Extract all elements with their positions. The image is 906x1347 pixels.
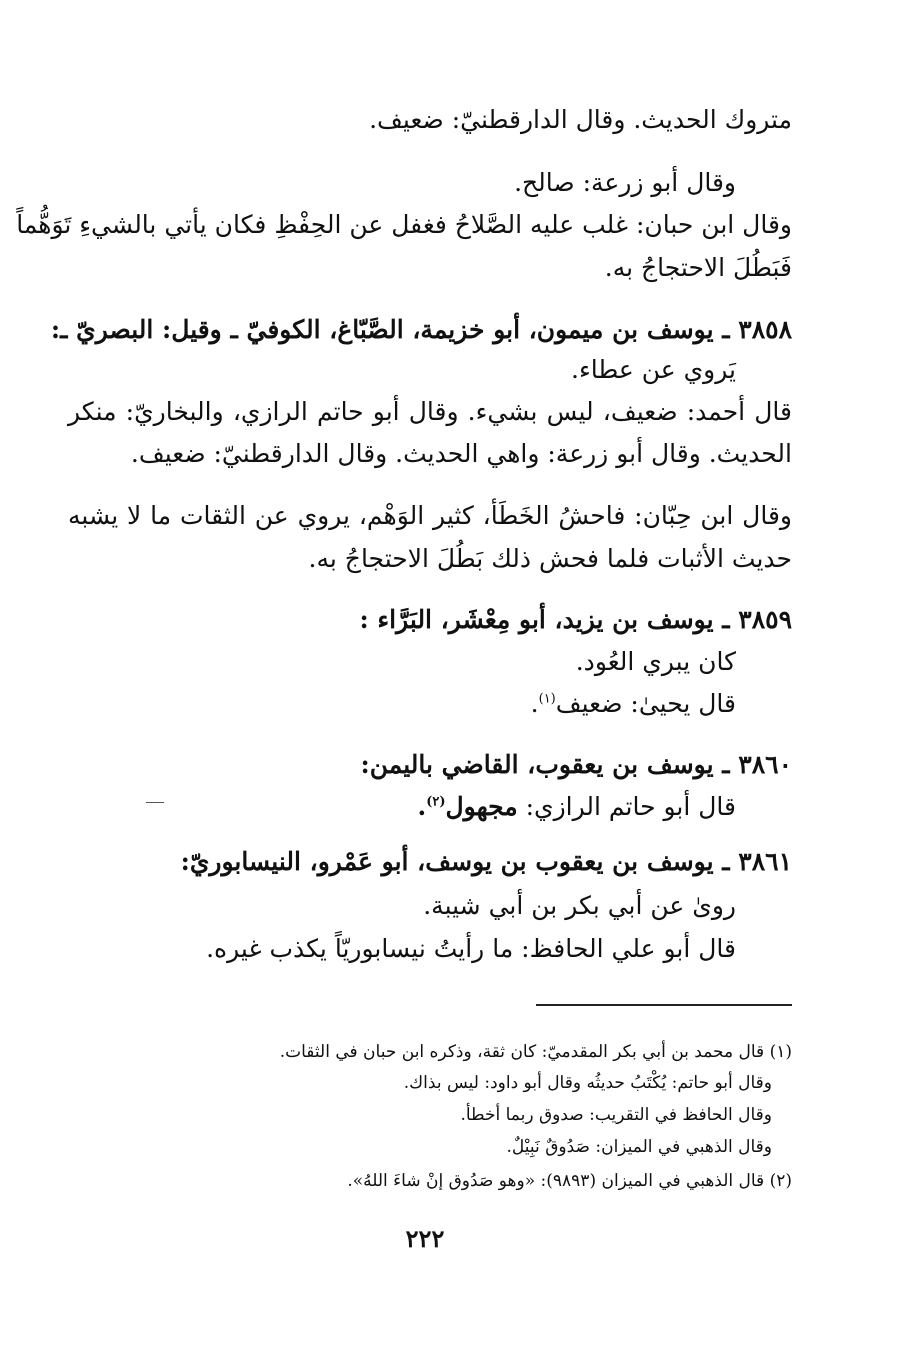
body-line: يَروي عن عطاء. xyxy=(571,355,736,384)
footnote-separator xyxy=(536,1004,792,1006)
body-line: كان يبري العُود. xyxy=(575,647,736,676)
body-line xyxy=(531,688,736,720)
body-text: . xyxy=(417,792,427,821)
body-text: . xyxy=(530,689,539,718)
body-text: قال أبو حاتم الرازي: xyxy=(517,792,736,821)
body-text: قال يحيىٰ: ضعيف xyxy=(555,689,736,718)
footnote-1: (١) قال محمد بن أبي بكر المقدميّ: كان ثقة، وذكره ابن حبان في الثقات. xyxy=(279,1042,792,1062)
body-line: حديث الأثبات فلما فحش ذلك بَطُلَ الاحتجاجُ به. xyxy=(308,544,792,573)
footnote-1-line: وقال الذهبي في الميزان: صَدُوقٌ نَبِيْلٌ. xyxy=(506,1137,772,1157)
body-line xyxy=(417,791,736,823)
page-number: ٢٢٢ xyxy=(405,1224,445,1253)
footnote-1-line: وقال أبو حاتم: يُكْتَبُ حديثُه وقال أبو داود: ليس بذاك. xyxy=(403,1073,772,1093)
body-line: وقال ابن حبان: غلب عليه الصَّلاحُ فغفل عن الحِفْظِ فكان يأتي بالشيءِ تَوَهُّماً xyxy=(16,210,792,239)
body-line: وقال أبو زرعة: صالح. xyxy=(514,168,736,197)
entry-heading-3861: ٣٨٦١ ـ يوسف بن يعقوب بن يوسف، أبو عَمْرو، النيسابوريّ: xyxy=(180,847,792,876)
body-line: فَبَطُلَ الاحتجاجُ به. xyxy=(604,253,792,282)
body-line: وقال ابن حِبّان: فاحشُ الخَطَأ، كثير الوَهْم، يروي عن الثقات ما لا يشبه xyxy=(68,501,792,530)
footnote-marker-2[interactable]: (٢) xyxy=(426,794,446,810)
verdict-text: مجهول xyxy=(445,792,518,821)
body-line: الحديث. وقال أبو زرعة: واهي الحديث. وقال الدارقطنيّ: ضعيف. xyxy=(130,439,792,468)
body-line: روىٰ عن أبي بكر بن أبي شيبة. xyxy=(423,891,736,920)
footnote-2: (٢) قال الذهبي في الميزان (٩٨٩٣): «وهو صَدُوق إنْ شاءَ اللهُ». xyxy=(347,1171,792,1191)
entry-heading-3860: ٣٨٦٠ ـ يوسف بن يعقوب، القاضي باليمن: xyxy=(360,750,792,779)
body-line: قال أحمد: ضعيف، ليس بشيء. وقال أبو حاتم الرازي، والبخاريّ: منكر xyxy=(68,397,792,426)
body-line: متروك الحديث. وقال الدارقطنيّ: ضعيف. xyxy=(369,105,792,134)
body-line: قال أبو علي الحافظ: ما رأيتُ نيسابوريّاً يكذب غيره. xyxy=(206,934,736,963)
entry-heading-3858: ٣٨٥٨ ـ يوسف بن ميمون، أبو خزيمة، الصَّبّاغ، الكوفيّ ـ وقيل: البصريّ ـ: xyxy=(50,315,792,344)
footnote-1-line: وقال الحافظ في التقريب: صدوق ربما أخطأ. xyxy=(460,1105,772,1125)
entry-heading-3859: ٣٨٥٩ ـ يوسف بن يزيد، أبو مِعْشَر، البَرَّاء : xyxy=(359,605,792,634)
footnote-marker-1[interactable]: (١) xyxy=(538,691,556,707)
stray-mark xyxy=(146,802,164,803)
